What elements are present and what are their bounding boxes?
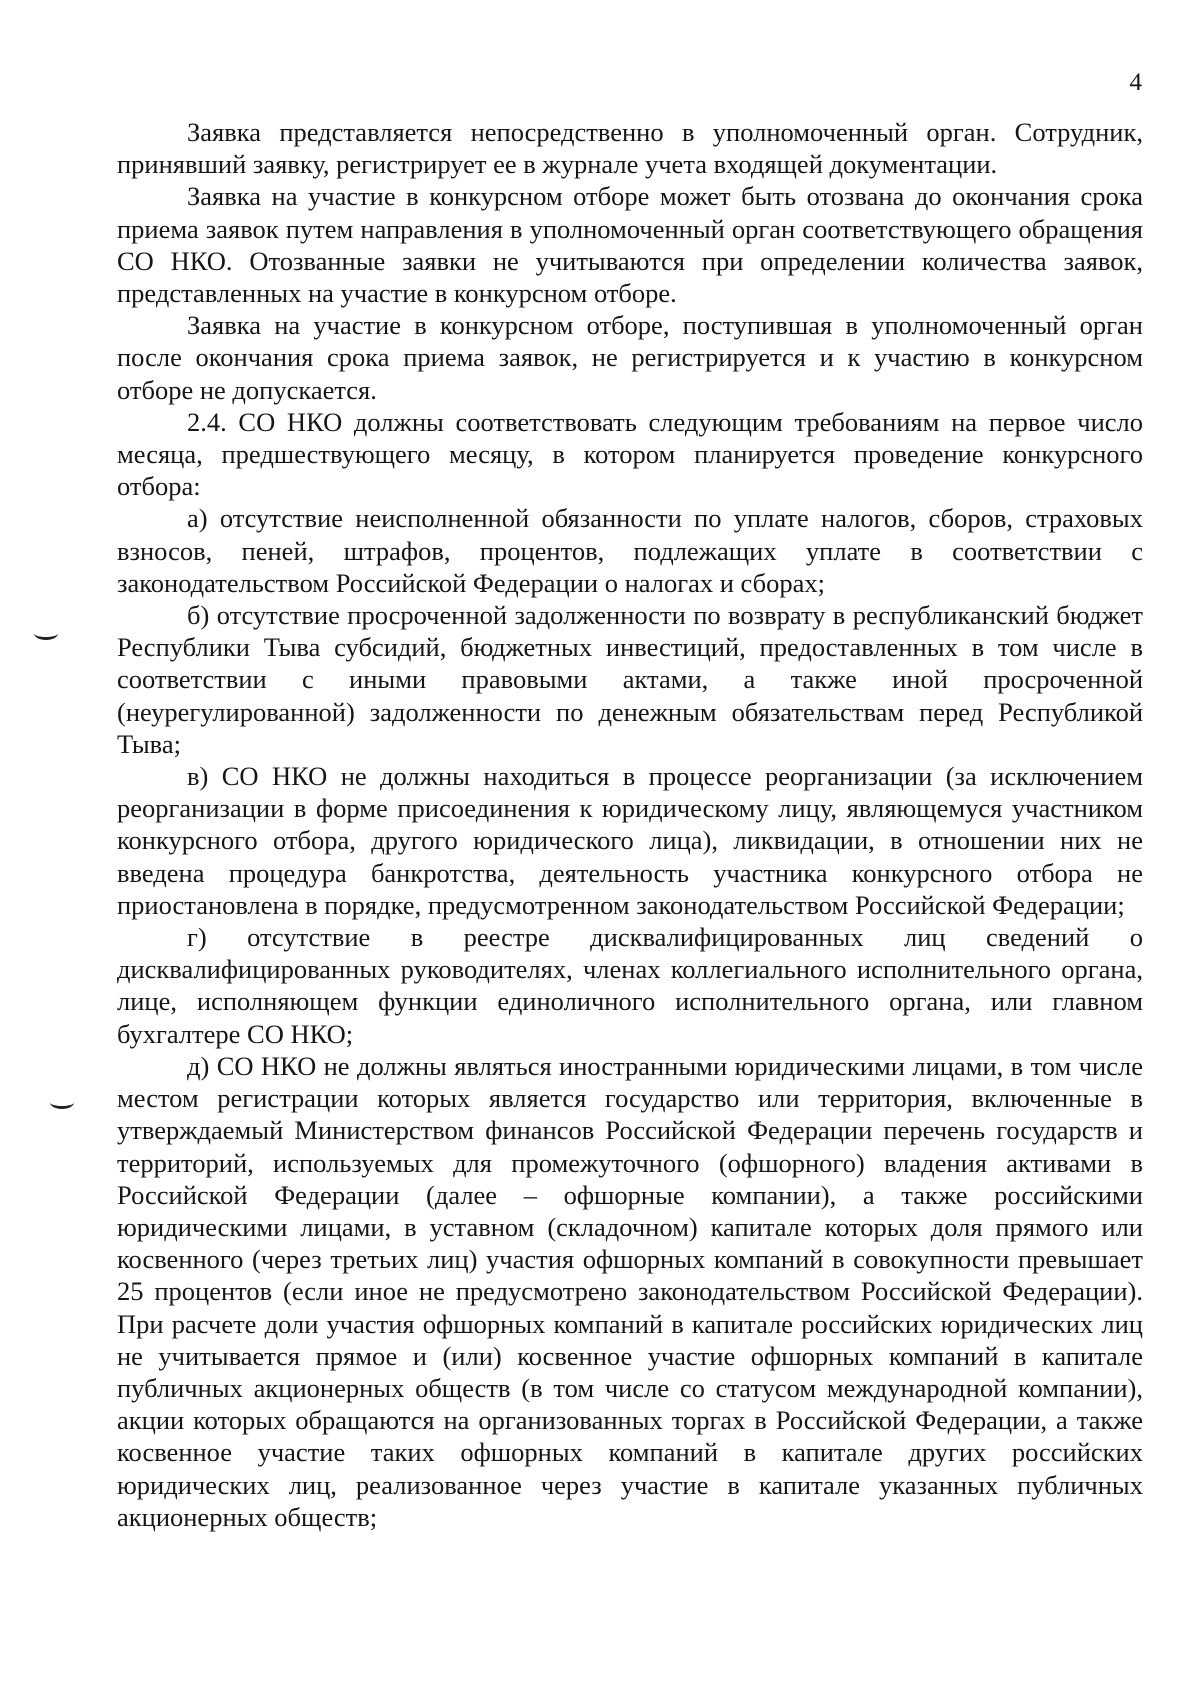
page-number: 4	[1129, 69, 1142, 96]
margin-pen-mark	[50, 1096, 74, 1109]
paragraph: Заявка представляется непосредственно в уполномоченный орган. Сотрудник, принявший заявку, регистрирует ее в журнале учета входящей документации.	[117, 117, 1143, 180]
paragraph: Заявка на участие в конкурсном отборе, поступившая в уполномоченный орган после окончания срока приема заявок, не регистрируется и к участию в конкурсном отборе не допускается.	[117, 310, 1143, 405]
document-body	[117, 116, 1143, 1533]
list-item-g: г) отсутствие в реестре дисквалифицированных лиц сведений о дисквалифицированных руководителях, членах коллегиального исполнительного органа, лице, исполняющем функции единоличного исполнительного органа, или главном бухгалтере СО НКО;	[117, 922, 1143, 1049]
list-item-b: б) отсутствие просроченной задолженности по возврату в республиканский бюджет Республики Тыва субсидий, бюджетных инвестиций, предоставленных в том числе в соответствии с иными правовыми актами, а также иной просроченной (неурегулированной) задолженности по денежным обязательствам перед Республикой Тыва;	[117, 600, 1143, 759]
list-item-v: в) СО НКО не должны находиться в процессе реорганизации (за исключением реорганизации в форме присоединения к юридическому лицу, являющемуся участником конкурсного отбора, другого юридического лица), ликвидации, в отношении них не введена процедура банкротства, деятельность участника конкурсного отбора не приостановлена в порядке, предусмотренном законодательством Российской Федерации;	[117, 761, 1143, 920]
list-item-d: д) СО НКО не должны являться иностранными юридическими лицами, в том числе местом регистрации которых является государство или территория, включенные в утверждаемый Министерством финансов Российской Федерации перечень государств и территорий, используемых для промежуточного (офшорного) владения активами в Российской Федерации (далее – офшорные компании), а также российскими юридическими лицами, в уставном (складочном) капитале которых доля прямого или косвенного (через третьих лиц) участия офшорных компаний в совокупности превышает 25 процентов (если иное не предусмотрено законодательством Российской Федерации). При расчете доли участия офшорных компаний в капитале российских юридических лиц не учитывается прямое и (или) косвенное участие офшорных компаний в капитале публичных акционерных обществ (в том числе со статусом международной компании), акции которых обращаются на организованных торгах в Российской Федерации, а также косвенное участие таких офшорных компаний в капитале других российских юридических лиц, реализованное через участие в капитале указанных публичных акционерных обществ;	[117, 1050, 1143, 1532]
list-item-a: а) отсутствие неисполненной обязанности по уплате налогов, сборов, страховых взносов, пеней, штрафов, процентов, подлежащих уплате в соответствии с законодательством Российской Федерации о налогах и сборах;	[117, 503, 1143, 598]
margin-pen-mark	[34, 627, 58, 640]
paragraph: Заявка на участие в конкурсном отборе может быть отозвана до окончания срока приема заявок путем направления в уполномоченный орган соответствующего обращения СО НКО. Отозванные заявки не учитываются при определении количества заявок, представленных на участие в конкурсном отборе.	[117, 181, 1143, 309]
paragraph: 2.4. СО НКО должны соответствовать следующим требованиям на первое число месяца, предшествующего месяцу, в котором планируется проведение конкурсного отбора:	[117, 406, 1143, 502]
